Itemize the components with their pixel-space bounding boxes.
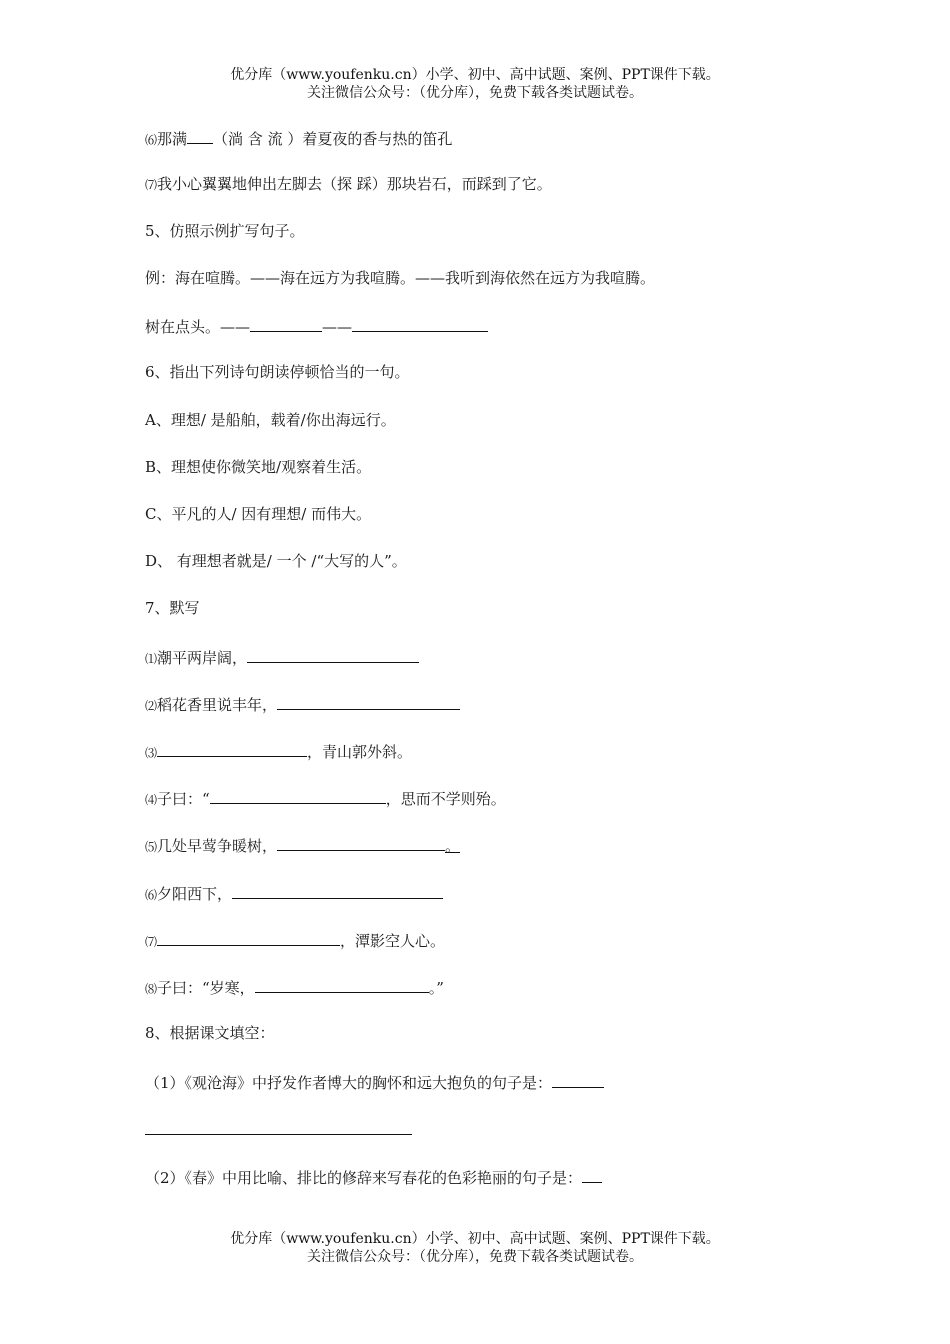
answer-blank[interactable] (277, 693, 460, 710)
q7-8-text-a: 子曰：“岁寒， (157, 979, 255, 997)
item-number: ⑻ (145, 982, 158, 996)
answer-blank[interactable] (157, 740, 307, 757)
answer-blank[interactable] (582, 1166, 602, 1183)
q7-7-text: ，潭影空人心。 (340, 932, 446, 950)
header-line-1: 优分库（www.youfenku.cn）小学、初中、高中试题、案例、PPT课件下载。 (230, 67, 720, 83)
q4-6-text-b: （淌 含 流 ）着夏夜的香与热的笛孔 (213, 130, 453, 148)
q5-example: 例：海在喧腾。——海在远方为我喧腾。——我听到海依然在远方为我喧腾。 (145, 269, 656, 287)
q7-1-text: 潮平两岸阔， (157, 649, 248, 667)
item-number: ⑺ (145, 178, 158, 192)
q7-item-6 (145, 882, 443, 902)
q7-3-text: ，青山郭外斜。 (307, 743, 413, 761)
q6-title: 6、指出下列诗句朗读停顿恰当的一句。 (145, 363, 410, 381)
page-footer (0, 1230, 950, 1266)
footer-line-2: 关注微信公众号：（优分库），免费下载各类试题试卷。 (307, 1249, 643, 1265)
q7-2-text: 稻花香里说丰年， (157, 696, 278, 714)
q5-task-text-a: 树在点头。—— (145, 318, 251, 336)
item-number: ⑴ (145, 652, 158, 666)
item-number: ⑹ (145, 888, 158, 902)
answer-blank[interactable] (210, 787, 386, 804)
q7-item-3 (145, 740, 412, 760)
q7-item-1 (145, 646, 419, 666)
q8-1-text: （1）《观沧海》中抒发作者博大的胸怀和远大抱负的句子是： (145, 1074, 553, 1092)
item-number: ⑵ (145, 699, 158, 713)
answer-blank[interactable] (232, 882, 443, 899)
q8-2-text: （2）《春》中用比喻、排比的修辞来写春花的色彩艳丽的句子是： (145, 1169, 583, 1187)
q4-7-text: 我小心翼翼地伸出左脚去（探 踩）那块岩石，而踩到了它。 (157, 175, 552, 193)
q7-item-8 (145, 976, 444, 996)
answer-blank-line[interactable] (145, 1134, 412, 1135)
q7-6-text: 夕阳西下， (157, 885, 233, 903)
q7-4-text-a: 子曰：“ (157, 790, 210, 808)
q7-5-text-b: 。 (445, 837, 461, 855)
answer-blank[interactable] (277, 834, 445, 851)
q6-option-d: D、 有理想者就是/ 一个 /“大写的人”。 (145, 552, 407, 570)
q4-item-6 (145, 127, 452, 147)
footer-line-1: 优分库（www.youfenku.cn）小学、初中、高中试题、案例、PPT课件下载。 (230, 1231, 720, 1247)
answer-blank[interactable] (247, 646, 419, 663)
item-number: ⑶ (145, 746, 158, 760)
item-number: ⑷ (145, 793, 158, 807)
q7-8-text-b: 。” (428, 979, 444, 997)
q6-option-c: C、平凡的人/ 因有理想/ 而伟大。 (145, 505, 372, 523)
answer-blank[interactable] (187, 127, 213, 144)
item-number: ⑸ (145, 840, 158, 854)
q5-task-text-b: —— (322, 318, 353, 336)
answer-blank[interactable] (552, 1071, 604, 1088)
q7-item-7 (145, 929, 445, 949)
q6-option-a: A、理想/ 是船舶，载着/你出海远行。 (145, 411, 396, 429)
q7-item-2 (145, 693, 460, 713)
q8-item-2 (145, 1166, 602, 1186)
answer-blank[interactable] (352, 315, 488, 332)
answer-blank[interactable] (157, 929, 340, 946)
item-number: ⑹ (145, 133, 158, 147)
answer-blank[interactable] (250, 315, 322, 332)
q8-item-1 (145, 1071, 604, 1091)
q6-option-b: B、理想使你微笑地/观察着生活。 (145, 458, 372, 476)
header-line-2: 关注微信公众号：（优分库），免费下载各类试题试卷。 (307, 85, 643, 101)
q4-6-text-a: 那满 (157, 130, 188, 148)
page-header (0, 66, 950, 102)
q7-4-text-b: ，思而不学则殆。 (385, 790, 506, 808)
q4-item-7 (145, 174, 552, 194)
q5-title: 5、仿照示例扩写句子。 (145, 222, 305, 240)
q7-title: 7、默写 (145, 599, 200, 617)
q5-task (145, 315, 488, 335)
q7-item-4 (145, 787, 506, 807)
q7-item-5 (145, 834, 460, 854)
q8-title: 8、根据课文填空： (145, 1024, 275, 1042)
item-number: ⑺ (145, 935, 158, 949)
answer-blank[interactable] (255, 976, 429, 993)
q7-5-text-a: 几处早莺争暖树， (157, 837, 278, 855)
